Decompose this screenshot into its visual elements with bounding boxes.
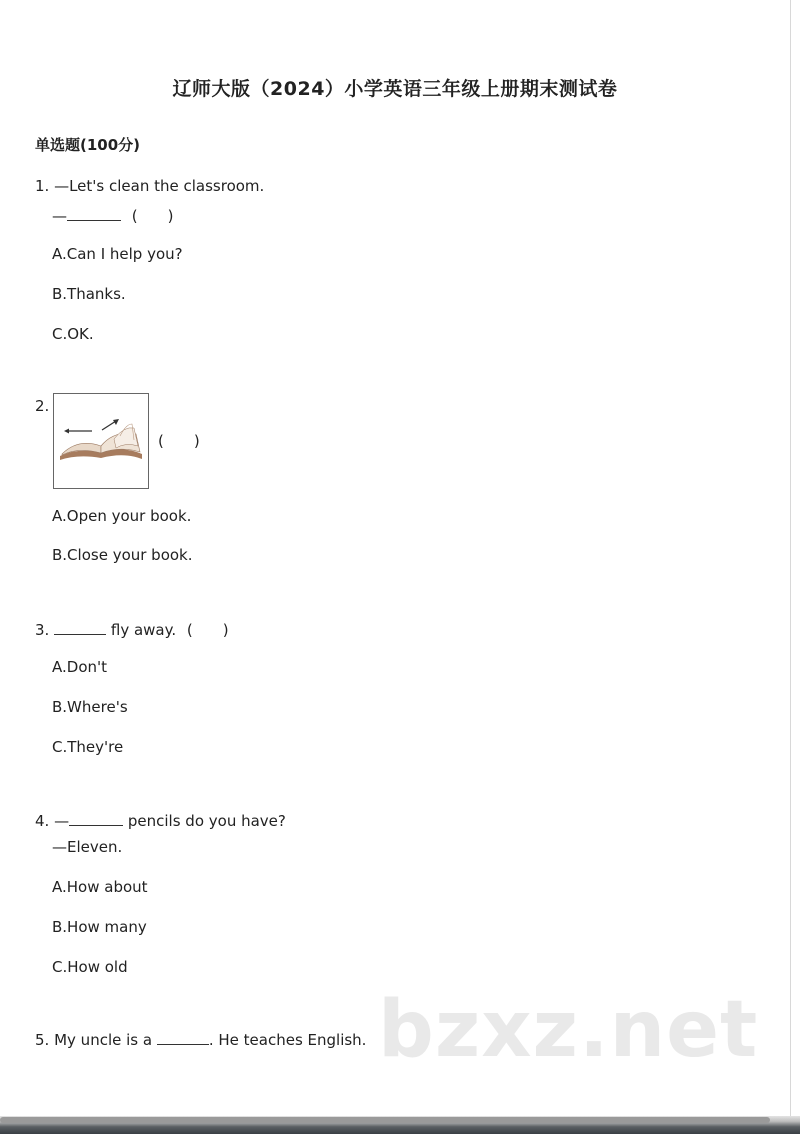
page-title: 辽师大版（2024）小学英语三年级上册期末测试卷 — [172, 78, 618, 100]
option-a[interactable]: A.Don't — [52, 658, 108, 676]
answer-blank[interactable] — [69, 811, 123, 826]
question-1-reply — [52, 205, 174, 226]
question-number: 2. — [35, 397, 50, 415]
open-book-icon — [53, 393, 149, 489]
option-a[interactable]: A.Can I help you? — [52, 245, 183, 263]
option-c[interactable]: C.OK. — [52, 325, 94, 343]
question-3-stem — [35, 619, 229, 640]
question-number: 3. — [35, 621, 50, 639]
answer-parentheses: ( ) — [158, 432, 200, 450]
question-number: 5. — [35, 1031, 50, 1049]
question-4-reply: —Eleven. — [52, 838, 123, 856]
answer-parentheses: ( ) — [131, 207, 174, 225]
answer-blank[interactable] — [54, 620, 106, 635]
question-number: 4. — [35, 812, 50, 830]
answer-parentheses: ( ) — [186, 621, 229, 639]
question-text: pencils do you have? — [127, 812, 286, 830]
option-b[interactable]: B.How many — [52, 918, 147, 936]
question-text: fly away. — [110, 621, 177, 639]
option-a[interactable]: A.Open your book. — [52, 507, 192, 525]
option-c[interactable]: C.How old — [52, 958, 128, 976]
option-b[interactable]: B.Where's — [52, 698, 128, 716]
question-text: My uncle is a — [54, 1031, 153, 1049]
watermark: bzxz.net — [378, 985, 759, 1075]
horizontal-scrollbar[interactable] — [0, 1117, 770, 1123]
option-b[interactable]: B.Thanks. — [52, 285, 126, 303]
option-a[interactable]: A.How about — [52, 878, 148, 896]
dash: — — [54, 812, 70, 830]
dash: — — [52, 207, 67, 225]
question-5-stem — [35, 1030, 366, 1049]
question-text-end: . He teaches English. — [208, 1031, 367, 1049]
option-c[interactable]: C.They're — [52, 738, 124, 756]
answer-blank[interactable] — [157, 1030, 209, 1045]
question-4-stem — [35, 811, 286, 830]
question-number: 1. — [35, 177, 50, 195]
answer-blank[interactable] — [67, 206, 121, 221]
question-1-stem — [35, 177, 264, 195]
option-b[interactable]: B.Close your book. — [52, 546, 193, 564]
section-heading: 单选题(100分) — [35, 136, 141, 154]
question-text: —Let's clean the classroom. — [54, 177, 265, 195]
